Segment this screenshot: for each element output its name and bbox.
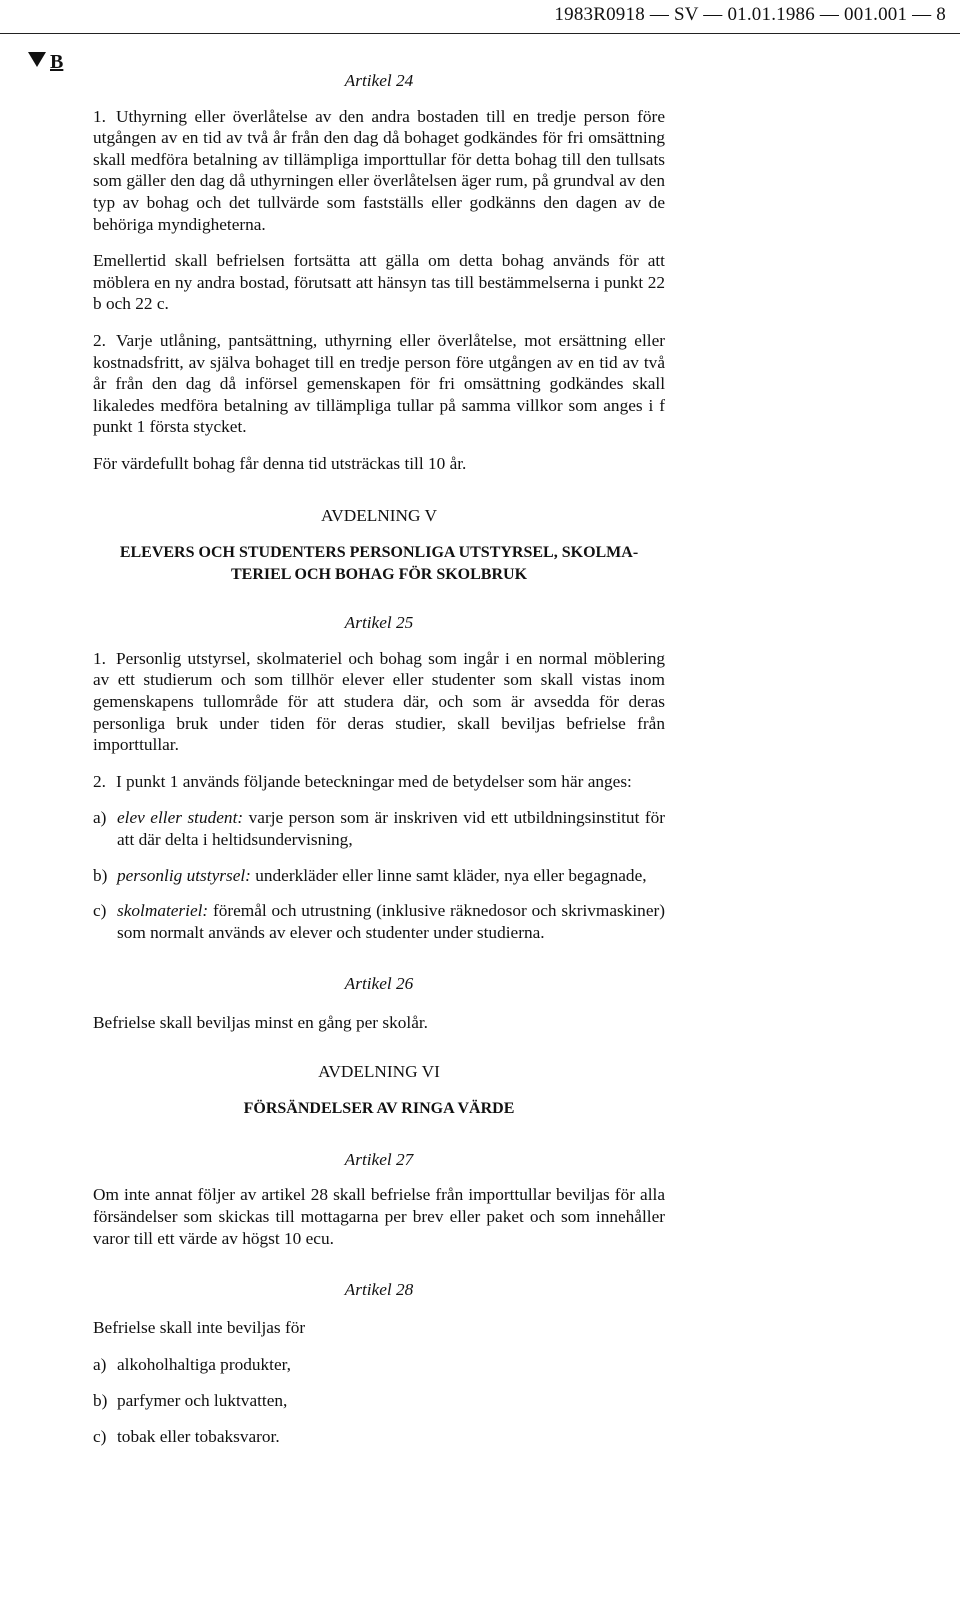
article-27-title: Artikel 27 xyxy=(344,1149,414,1169)
paragraph-text: I punkt 1 används följande beteckningar med de betydelser som här anges: xyxy=(115,771,632,791)
exclusion-item-a xyxy=(93,1354,665,1376)
article-28-paragraph-1: Befrielse skall inte beviljas för xyxy=(93,1317,306,1337)
document-reference-header: 1983R0918 — SV — 01.01.1986 — 001.001 — 8 xyxy=(554,4,946,25)
list-label: b) xyxy=(93,865,108,885)
definition-item-b xyxy=(93,865,665,887)
paragraph-number: 2. xyxy=(93,330,106,350)
article-24-title: Artikel 24 xyxy=(344,71,414,90)
paragraph-text: Varje utlåning, pantsättning, uthyrning eller överlåtelse, mot ersättning eller kostnadsfritt, av själva bohaget till en tredje person före utgången av en tid av två år från den dag då införsel gemenskapen för fri omsättning godkändes skall likaledes medföra betalning av tillämpliga tullar på samma villkor som anges i f punkt 1 första stycket. xyxy=(93,330,665,437)
article-28-title: Artikel 28 xyxy=(344,1280,414,1300)
list-text: alkoholhaltiga produkter, xyxy=(117,1355,291,1375)
header-divider xyxy=(0,33,960,34)
paragraph-number: 1. xyxy=(93,106,106,126)
defined-term: elev eller student: xyxy=(117,808,244,828)
list-text: tobak eller tobaksvaror. xyxy=(117,1426,280,1446)
list-text xyxy=(117,900,665,943)
definition-item-c xyxy=(93,900,665,943)
definition-text: varje person som är inskriven vid ett utbildningsinstitut för att där delta i heltidsundervisning, xyxy=(117,808,666,850)
definition-text: föremål och utrustning (inklusive räknedosor och skrivmaskiner) som normalt används av elever och studenter under studierna. xyxy=(117,901,665,942)
list-text xyxy=(117,807,665,850)
article-26-paragraph-1: Befrielse skall beviljas minst en gång per skolår. xyxy=(93,1013,428,1032)
definition-text: underkläder eller linne samt kläder, nya eller begagnade, xyxy=(255,865,647,885)
document-body xyxy=(93,70,665,1447)
division-5-heading-line-1: ELEVERS OCH STUDENTERS PERSONLIGA UTSTYRSEL, SKOLMA- xyxy=(119,544,639,562)
division-6-heading: FÖRSÄNDELSER AV RINGA VÄRDE xyxy=(243,1100,515,1118)
list-label: a) xyxy=(93,1355,107,1375)
definition-item-a xyxy=(93,807,665,850)
list-label: c) xyxy=(93,1426,107,1446)
division-5-heading-line-2: TERIEL OCH BOHAG FÖR SKOLBRUK xyxy=(230,565,528,583)
article-25-title: Artikel 25 xyxy=(344,613,414,633)
paragraph-text: Uthyrning eller överlåtelse av den andra bostaden till en tredje person före utgången av en tid av två år från den dag då bohaget godkändes för fri omsättning skall medföra betalning av tillämpliga importtullar för detta bohag till den tullsats som gäller den dag då uthyrningen eller överlåtelsen äger rum, på grundval av den typ av bohag och det tullvärde som fastställs eller godkänns den dagen av de behöriga myndigheterna. xyxy=(93,106,665,234)
article-24-paragraph-1b: Emellertid skall befrielsen fortsätta att gälla om detta bohag används för att möblera en ny andra bostad, förutsatt att hänsyn tas till bestämmelserna i punkt 22 b och 22 c. xyxy=(93,251,665,314)
paragraph-text: Personlig utstyrsel, skolmateriel och bohag som ingår i en normal möblering av ett studierum och som tillhör elever eller studenter som skall vistas inom gemenskapens tullområde för att studera där, och som är avsedda för deras personliga bruk under tiden för deras studier, skall beviljas befrielse från importtullar. xyxy=(93,648,665,755)
list-label: b) xyxy=(93,1390,108,1410)
amendment-marker-label: B xyxy=(50,51,64,73)
list-text: parfymer och luktvatten, xyxy=(117,1390,288,1410)
article-24-paragraph-3: För värdefullt bohag får denna tid utsträckas till 10 år. xyxy=(93,453,467,473)
list-label: a) xyxy=(93,808,107,828)
article-25-paragraph-2 xyxy=(93,771,665,793)
triangle-down-icon xyxy=(28,52,46,67)
exclusion-item-c xyxy=(93,1426,665,1448)
exclusion-item-b xyxy=(93,1390,665,1412)
division-5-title: AVDELNING V xyxy=(320,505,437,525)
paragraph-number: 1. xyxy=(93,648,106,668)
division-6-title: AVDELNING VI xyxy=(318,1061,440,1081)
defined-term: skolmateriel: xyxy=(117,901,209,921)
list-label: c) xyxy=(93,901,107,921)
article-24-paragraph-2 xyxy=(93,330,665,438)
article-26-title: Artikel 26 xyxy=(344,974,414,994)
article-24-paragraph-1 xyxy=(93,106,665,236)
amendment-marker xyxy=(28,51,63,74)
article-27-paragraph-1: Om inte annat följer av artikel 28 skall befrielse från importtullar beviljas för alla försändelser som skickas till mottagarna per brev eller paket och som innehåller varor till ett värde av högst 10 ecu. xyxy=(93,1185,665,1248)
paragraph-number: 2. xyxy=(93,771,106,791)
list-text xyxy=(117,865,665,887)
defined-term: personlig utstyrsel: xyxy=(117,865,251,885)
article-25-paragraph-1 xyxy=(93,648,665,756)
